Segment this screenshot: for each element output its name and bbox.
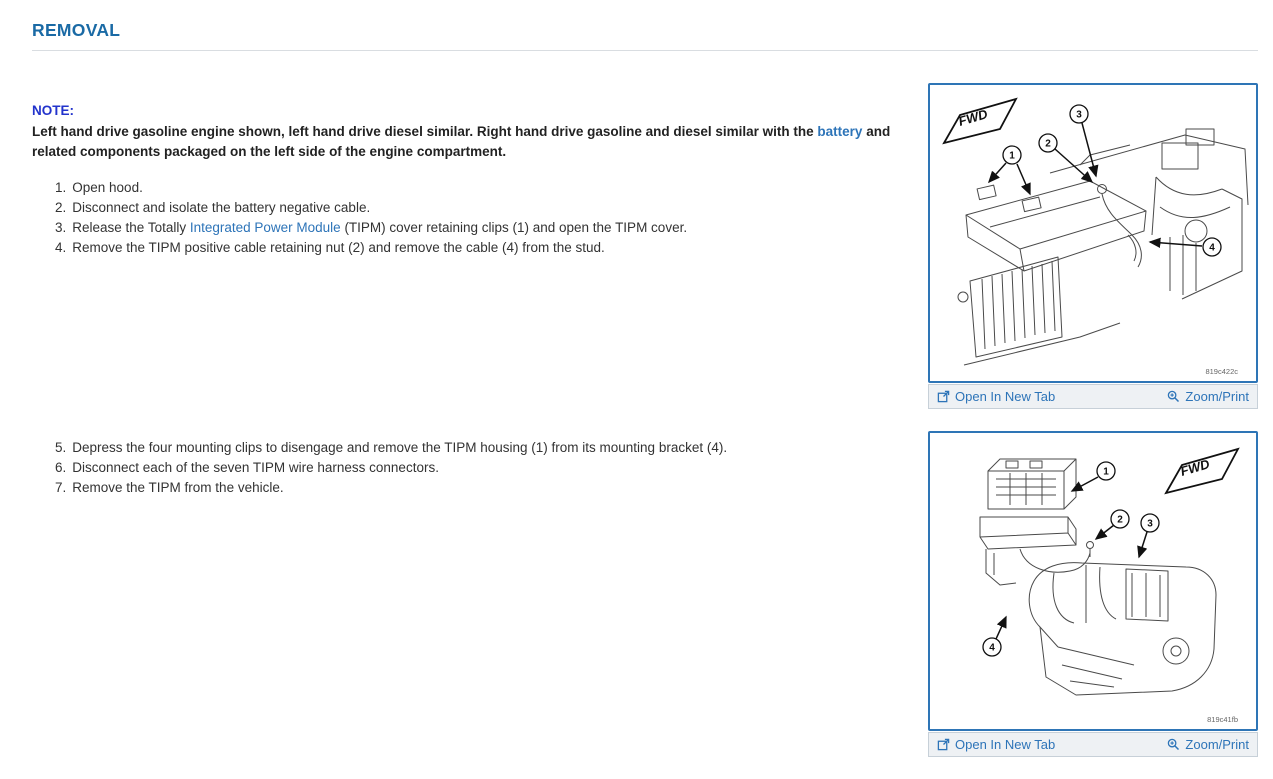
step-text: Remove the TIPM from the vehicle.	[72, 480, 284, 495]
step-1	[55, 178, 912, 198]
fwd-arrow	[944, 99, 1016, 143]
fwd-label: FWD	[956, 106, 990, 129]
open-in-new-tab-link[interactable]	[937, 389, 1055, 404]
step-number: 6.	[55, 460, 67, 475]
figure-2-toolbar	[928, 732, 1258, 757]
figure-2-code: 819c41fb	[1207, 715, 1238, 724]
note-text-segment: and related components packaged on the left side of the engine compartment.	[32, 124, 891, 159]
callout-4	[983, 638, 1001, 656]
figure-2	[928, 431, 1258, 757]
figure-1-code: 819c422c	[1205, 367, 1238, 376]
step-number: 3.	[55, 220, 67, 235]
svg-text:4: 4	[989, 642, 995, 654]
step-6	[55, 458, 912, 478]
note-block	[32, 103, 912, 162]
figure-1-image	[928, 83, 1258, 383]
svg-text:2: 2	[1117, 514, 1123, 526]
callout-2	[1111, 510, 1129, 528]
step-number: 2.	[55, 200, 67, 215]
zoom-print-label: Zoom/Print	[1185, 737, 1249, 752]
fwd-label: FWD	[1178, 456, 1212, 479]
step-text: Disconnect each of the seven TIPM wire harness connectors.	[72, 460, 439, 475]
open-in-new-tab-label: Open In New Tab	[955, 737, 1056, 752]
callout-4	[1203, 238, 1221, 256]
zoom-icon	[1167, 390, 1180, 403]
open-in-new-tab-label: Open In New Tab	[955, 389, 1056, 404]
step-2	[55, 198, 912, 218]
figure-1	[928, 83, 1258, 409]
zoom-print-link[interactable]	[1167, 737, 1249, 752]
step-text	[72, 218, 687, 238]
integrated-power-module-link[interactable]: Integrated Power Module	[189, 220, 341, 235]
note-text-segment: Left hand drive gasoline engine shown, left hand drive diesel similar. Right hand drive gasoline and diesel similar with the	[32, 124, 818, 139]
step-text: Depress the four mounting clips to disengage and remove the TIPM housing (1) from its mounting bracket (4).	[72, 440, 728, 455]
svg-text:3: 3	[1076, 109, 1082, 121]
step-5	[55, 438, 912, 458]
step-number: 5.	[55, 440, 67, 455]
callout-2	[1039, 134, 1057, 152]
zoom-icon	[1167, 738, 1180, 751]
callout-1	[1003, 146, 1021, 164]
step-text: Open hood.	[72, 180, 143, 195]
battery-link[interactable]: battery	[817, 124, 863, 139]
procedure-content	[32, 83, 928, 498]
title-divider	[32, 50, 1258, 51]
zoom-print-link[interactable]	[1167, 389, 1249, 404]
svg-text:4: 4	[1209, 242, 1215, 254]
step-text: Remove the TIPM positive cable retaining nut (2) and remove the cable (4) from the stud.	[72, 240, 605, 255]
step-4	[55, 238, 912, 258]
step-3	[55, 218, 912, 238]
figure-1-drawing	[930, 85, 1256, 381]
svg-text:1: 1	[1103, 466, 1109, 478]
svg-text:3: 3	[1147, 518, 1153, 530]
open-in-new-tab-icon	[937, 390, 950, 403]
figure-1-toolbar	[928, 384, 1258, 409]
page-title: REMOVAL	[32, 20, 121, 40]
note-text	[32, 122, 912, 162]
open-in-new-tab-icon	[937, 738, 950, 751]
callout-3	[1070, 105, 1088, 123]
figure-2-drawing	[930, 433, 1256, 729]
step-list-1-4	[32, 178, 912, 258]
step-list-5-7	[32, 438, 912, 498]
step-number: 4.	[55, 240, 67, 255]
note-label: NOTE:	[32, 103, 74, 118]
callout-1	[1097, 462, 1115, 480]
open-in-new-tab-link[interactable]	[937, 737, 1055, 752]
step-7	[55, 478, 912, 498]
step-text-segment: (TIPM) cover retaining clips (1) and open the TIPM cover.	[340, 220, 688, 235]
figure-2-image	[928, 431, 1258, 731]
step-text-segment: Release the Totally	[72, 220, 190, 235]
svg-text:1: 1	[1009, 150, 1015, 162]
step-text: Disconnect and isolate the battery negative cable.	[72, 200, 371, 215]
figures-column	[928, 83, 1258, 757]
step-number: 7.	[55, 480, 67, 495]
zoom-print-label: Zoom/Print	[1185, 389, 1249, 404]
callout-3	[1141, 514, 1159, 532]
fwd-arrow	[1166, 449, 1238, 493]
step-number: 1.	[55, 180, 67, 195]
content-row	[32, 83, 1258, 757]
svg-text:2: 2	[1045, 138, 1051, 150]
